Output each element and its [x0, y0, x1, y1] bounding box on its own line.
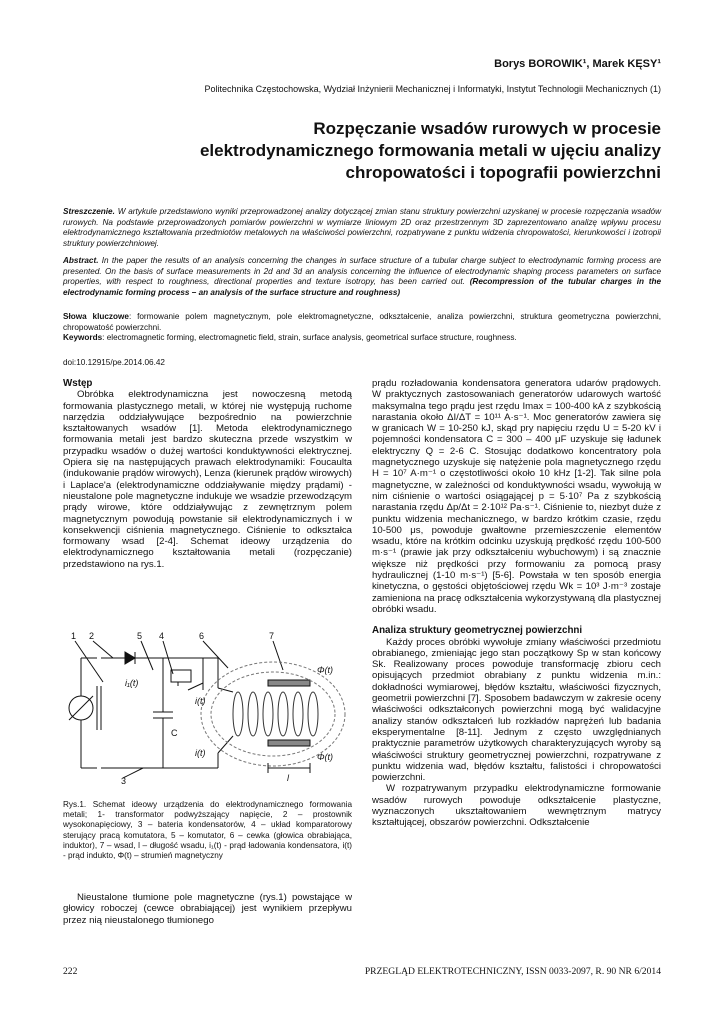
- fig-number: 2: [89, 631, 95, 641]
- fig-label: 3: [121, 776, 127, 786]
- affiliation: Politechnika Częstochowska, Wydział Inżynierii Mechanicznej i Informatyki, Instytut Technologii Mechanicznych (1): [204, 84, 661, 94]
- abstract-en-label: Abstract.: [63, 256, 99, 265]
- keywords: [63, 312, 661, 344]
- fig-label: Φ(t): [317, 752, 334, 762]
- left-column-bottom: [63, 892, 352, 926]
- abstract-en: [63, 256, 661, 298]
- keywords-pl-label: Słowa kluczowe: [63, 312, 129, 321]
- left-column: [63, 378, 352, 570]
- keywords-en-text: : electromagnetic forming, electromagnetic field, strain, surface analysis, geometrical surface structure, roughness.: [102, 333, 517, 343]
- fig-label: l: [287, 773, 289, 783]
- section-heading: Analiza struktury geometrycznej powierzchni: [372, 625, 583, 637]
- paragraph: Każdy proces obróbki wywołuje zmiany właściwości przedmiotu obrabianego, zmieniając jego stan początkowy Sp w stan końcowy Sk. Realizowany proces powoduje transformację zbioru cech opisujących przedmiot obrabiany z punktu widzenia m.in.: dokładności wymiarowej, błędów kształtu, właściwości fizycznych, geometrii powierzchni [7]. Sposobem badawczym w zakresie oceny właściwości odkształconych powierzchni mogą być walidacyjne analizy stanów odkształceń lub rozkładów naprężeń lub badania eksperymentalne [8-11]. Jednym z często uwzględnianych praktycznie parametrów użytkowych charakteryzujących wyroby są właściwości struktury geometrycznej powierzchni, rozpatrywane z punktu widzenia wad, błędów kształtu, falistości i chropowatości powierzchni.: [372, 636, 661, 784]
- paragraph: prądu rozładowania kondensatora generatora udarów prądowych. W praktycznych zastosowaniach generatorów udarowych wartość maksymalna tego prądu jest rzędu Imax = 100-400 kA z szybkością narastania około ΔI/ΔT = 10¹¹ A·s⁻¹. Moc generatorów zawiera się w granicach W = 10-250 kJ, skąd pry napięciu rzędu U = 5-20 kV i pojemności kondensatora C = 300 – 400 μF uzyskuje się ładunek elektryczny Q = 2-6 C. Stosując dodatkowo koncentratory pola magnetycznego uzyskuje się natężenie pola magnetycznego rzędu H = 10⁷ A·m⁻¹ o częstotliwości około 10 kHz [1-2]. Tak silne pola magnetyczne, w zależności od konduktywności wsadu, wywołują w nim ciśnienie o wartości osiągającej p = 5·10⁷ Pa z szybkością narastania rzędu Δp/Δt = 2·10¹² Pa·s⁻¹. Ciśnienie to, niezbyt duże z punktu widzenia mechanicznego, w bardzo krótkim czasie, rzędu 10-500 μs, powoduje gwałtowne przemieszczenie elementów wsadu, które na krótkim odcinku uzyskują prędkość rzędu 100-500 m·s⁻¹ (prawie jak przy odkształceniu wybuchowym) i są znacznie większe niż prędkości przy formowaniu za pomocą prasy hydraulicznej (1-10 m·s⁻¹) [5-6]. Powstała w ten sposób energia kinetyczna, o gęstości objętościowej rzędu Wk = 10³ J·m⁻³ zostaje zamieniona na pracę odkształcenia wykorzystywaną dla plastycznej obróbki wsadu.: [372, 378, 661, 615]
- title-line: elektrodynamicznego formowania metali w ujęciu analizy: [199, 141, 661, 160]
- figure-caption: Rys.1. Schemat ideowy urządzenia do elektrodynamicznego formowania metali; 1- transformator podwyższający napięcie, 2 – prostownik wysokonapięciowy, 3 – bateria kondensatorów, 4 – układ komparatorowy sterujący pracą komutatora, 5 – komutator, 6 – cewka (głowica obrabiająca, induktor), 7 – wsad, l – długość wsadu, i₁(t) - prąd ładowania kondensatora, i(t) - prąd indukto, Φ(t) – strumień magnetyczny: [63, 800, 352, 861]
- fig-number: 7: [269, 631, 275, 641]
- keywords-pl-text: : formowanie polem magnetycznym, pole elektromagnetyczne, odkształcenie, analiza powierzchni, struktura geometryczna powierzchni, chropowatość powierzchni.: [63, 312, 661, 332]
- journal-footer: PRZEGLĄD ELEKTROTECHNICZNY, ISSN 0033-2097, R. 90 NR 6/2014: [364, 966, 661, 977]
- fig-label: i₁(t): [125, 678, 139, 688]
- fig-number: 5: [137, 631, 143, 641]
- fig-label: i(t): [195, 696, 206, 706]
- fig-number: 4: [159, 631, 165, 641]
- fig-label: Φ(t): [317, 665, 334, 675]
- paragraph: Nieustalone tłumione pole magnetyczne (rys.1) powstające w głowicy roboczej (cewce obrabiającej) jest wynikiem przepływu przez nią nieustalonego tłumionego: [63, 892, 352, 926]
- keywords-en-label: Keywords: [63, 333, 103, 343]
- abstract-en-text: In the paper the results of an analysis concerning the changes in surface structure of a tubular charge subject to electrodynamic forming process are presented. On the basis of surface measurements in 2d and 3d an analysis concerning the influence of electrodynamic shaping process parameters on surface properties, with respect to roughness, directional properties and texture isotropy, has been carried out.: [63, 256, 662, 287]
- abstract-pl-text: W artykule przedstawiono wyniki przeprowadzonej analizy dotyczącej zmian stanu struktury powierzchni uzyskanej w procesie rozpęczania wsadów rurowych. Na podstawie przeprowadzonych pomiarów powierzchni w wymiarze liniowym 2D oraz przestrzennym 3D zaprezentowano analizę wpływu procesu elektrodynamicznego kształtowania przedmiotów metalowych na właściwości powierzchni, rozpatrywane z punktu widzenia chropowatości, kierunkowości i izotropii struktury powierzchniowej.: [63, 207, 661, 248]
- paper-title: [61, 118, 661, 184]
- section-heading: Wstęp: [63, 378, 93, 389]
- fig-number: 1: [71, 631, 77, 641]
- title-line: chropowatości i topografii powierzchni: [345, 163, 661, 182]
- abstract-pl-label: Streszczenie.: [63, 207, 115, 216]
- abstract-en-title: (Recompression of the tubular charges in the electrodynamic forming process – an analysis of the surface structure and roughness): [63, 277, 662, 297]
- fig-number: 6: [199, 631, 205, 641]
- right-column: [372, 378, 661, 829]
- page-number: 222: [63, 966, 78, 977]
- title-line: Rozpęczanie wsadów rurowych w procesie: [313, 119, 661, 138]
- paragraph: Obróbka elektrodynamiczna jest nowoczesną metodą formowania plastycznego metali, w której nie występują ruchome narzędzia oddziaływujące bezpośrednio na powierzchnie kształtowanych wsadów [1]. Metoda elektrodynamicznego formowania metali jest bardzo skuteczna przede wszystkim w przypadku wsadów o dużej wartości konduktywności elektrycznej. Opiera się na następujących prawach elektrodynamiki: Foucaulta (indukowanie prądów wirowych), Lenza (kierunek prądów wirowych) i Laplace'a (elektrodynamiczne oddziaływanie między prądami) - nieustalone pole magnetyczne indukuje we wsadzie przewodzącym prądy wirowe, które oddziaływując z zewnętrznym polem magnetycznym powodują powstanie sił elektrodynamicznych i w konsekwencji ciśnienia magnetycznego. Ciśnienie to odkształca formowany wsad [2-4]. Schemat ideowy urządzenia do elektrodynamicznego kształtowania metali (rozpęczanie) przedstawiono na rys.1.: [63, 389, 353, 570]
- fig-label: C: [171, 728, 178, 738]
- paragraph: W rozpatrywanym przypadku elektrodynamiczne formowanie wsadów rurowych powoduje odkształcenie plastyczne, wyznaczonych ukształtowaniem wewnętrznym matrycy kształtującej, obszarów powierzchni. Odkształcenie: [372, 783, 661, 829]
- figure-schematic: [63, 628, 353, 788]
- authors: Borys BOROWIK¹, Marek KĘSY¹: [494, 58, 661, 70]
- fig-label: i(t): [195, 748, 206, 758]
- doi: doi:10.12915/pe.2014.06.42: [63, 358, 165, 367]
- abstract-pl: [63, 207, 661, 249]
